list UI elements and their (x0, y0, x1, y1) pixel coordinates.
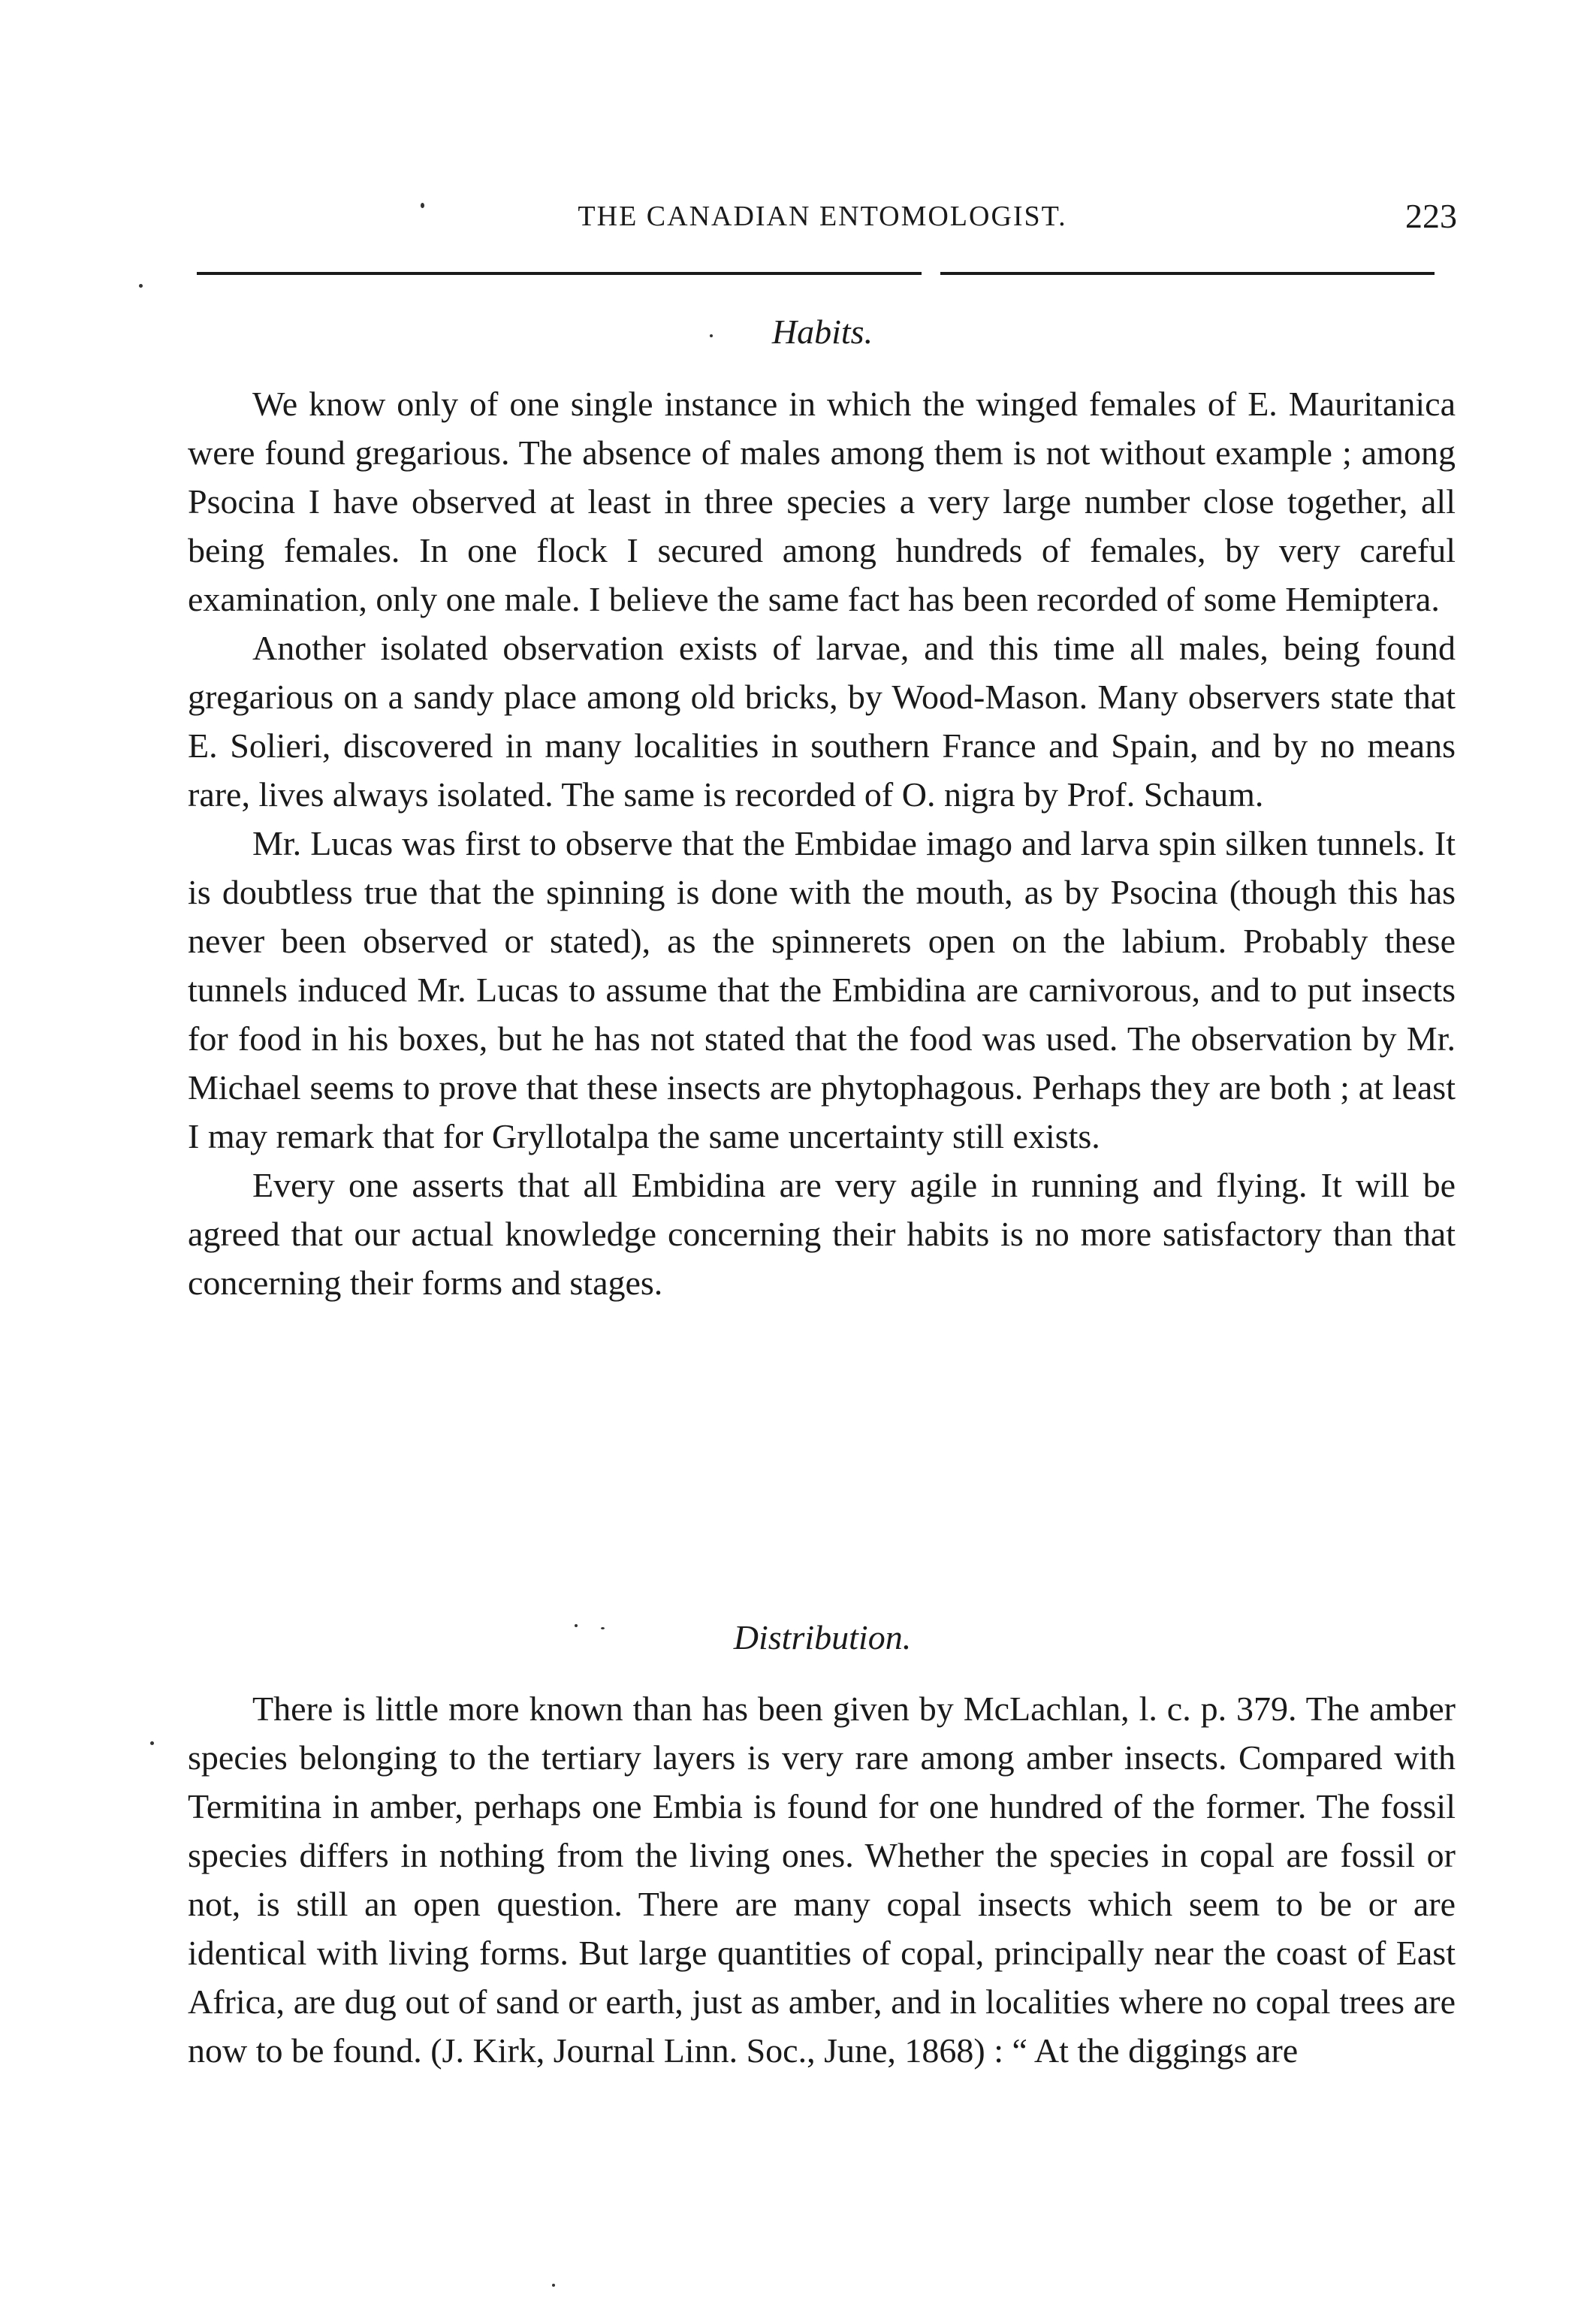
distribution-section (188, 1684, 1456, 2075)
habits-paragraph-4: Every one asserts that all Embidina are very agile in running and flying. It will be agreed that our actual knowledge concerning their habits is no more satisfactory than that concerning their forms and stages. (188, 1166, 1456, 1302)
habits-paragraph-3: Mr. Lucas was first to observe that the Embidae imago and larva spin silken tunnels. It is doubtless true that the spinning is done with the mouth, as by Psocina (though this has never been observed or stated), as the spinnerets open on the labium. Probably these tunnels induced Mr. Lucas to assume that the Embidina are carnivorous, and to put insects for food in his boxes, but he has not stated that the food was used. The observation by Mr. Michael seems to prove that these insects are phytophagous. Perhaps they are both ; at least I may remark that for Gryllotalpa the same uncertainty still exists. (188, 824, 1456, 1155)
habits-paragraph-1: We know only of one single instance in which the winged females of E. Mauritanica were found gregarious. The absence of males among them is not without example ; among Psocina I have observed at least in three species a very large number close together, all being females. In one flock I secured among hundreds of females, by very careful examination, only one male. I believe the same fact has been recorded of some Hemiptera. (188, 385, 1456, 618)
habits-section (188, 379, 1456, 1307)
habits-heading: Habits. (771, 313, 873, 351)
header-rule-right (940, 272, 1435, 275)
journal-title: THE CANADIAN ENTOMOLOGIST. (578, 201, 1067, 232)
distribution-paragraph-1: There is little more known than has been given by McLachlan, l. c. p. 379. The amber species belonging to the tertiary layers is very rare among amber insects. Compared with Termitina in amber, perhaps one Embia is found for one hundred of the former. The fossil species differs in nothing from the living ones. Whether the species in copal are fossil or not, is still an open question. There are many copal insects which seem to be or are identical with living forms. But large quantities of copal, principally near the coast of East Africa, are dug out of sand or earth, just as amber, and in localities where no copal trees are now to be found. (J. Kirk, Journal Linn. Soc., June, 1868) : “ At the diggings are (188, 1689, 1456, 2070)
distribution-heading: Distribution. (733, 1618, 912, 1656)
header-rule-left (197, 272, 922, 275)
page-number: 223 (1405, 197, 1457, 235)
habits-paragraph-2: Another isolated observation exists of larvae, and this time all males, being found gregarious on a sandy place among old bricks, by Wood-Mason. Many observers state that E. Solieri, discovered in many localities in southern France and Spain, and by no means rare, lives always isolated. The same is recorded of O. nigra by Prof. Schaum. (188, 629, 1456, 814)
running-head (188, 194, 1457, 239)
